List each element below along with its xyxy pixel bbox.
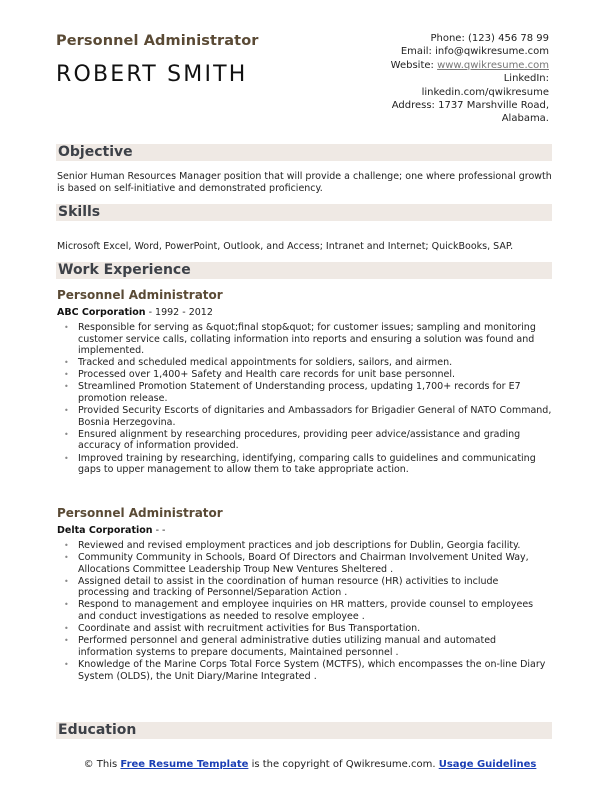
contact-block: [349, 32, 549, 126]
bullet-item: • Provided Security Escorts of dignitaries and Ambassadors for Brigadier General of NATO Command, Bosnia Herzegovina.: [57, 405, 552, 428]
contact-address-line2: Alabama.: [501, 113, 549, 125]
section-title-skills: Skills: [58, 204, 101, 220]
candidate-name: ROBERT SMITH: [56, 62, 248, 87]
section-header-objective: [56, 144, 552, 161]
bullet-item: • Tracked and scheduled medical appointments for soldiers, sailors, and airmen.: [57, 357, 552, 369]
section-header-education: [56, 722, 552, 739]
website-link[interactable]: www.qwikresume.com: [437, 59, 549, 71]
contact-linkedin-label: LinkedIn:: [503, 73, 549, 85]
section-header-work-experience: [56, 262, 552, 279]
bullet-item: • Responsible for serving as &quot;final stop&quot; for customer issues; sampling and monitoring customer service calls, collating information into reports and ensuring a solution was found and implemented.: [57, 322, 552, 357]
free-resume-template-link[interactable]: Free Resume Template: [120, 759, 249, 770]
job-bullets: [57, 540, 552, 683]
bullet-item: • Knowledge of the Marine Corps Total Force System (MCTFS), which encompasses the on-line Diary System (OLDS), the Unit Diary/Marine Integrated .: [57, 659, 552, 682]
company-name: Delta Corporation: [57, 525, 153, 536]
contact-address: [349, 99, 549, 112]
website-label: Website:: [390, 59, 434, 71]
bullet-item: • Improved training by researching, identifying, comparing calls to guidelines and communicating gaps to upper management to allow them to take appropriate action.: [57, 453, 552, 476]
job-dates: - -: [152, 525, 166, 536]
skills-text: Microsoft Excel, Word, PowerPoint, Outlook, and Access; Intranet and Internet; QuickBooks, SAP.: [57, 241, 514, 252]
bullet-item: • Performed personnel and general administrative duties utilizing manual and automated information systems to prepare documents, Maintained personnel .: [57, 635, 552, 658]
job-company-line: [57, 525, 165, 536]
contact-phone: [349, 32, 549, 45]
bullet-item: • Ensured alignment by researching procedures, providing peer advice/assistance and grading accuracy of information provided.: [57, 429, 552, 452]
bullet-item: • Streamlined Promotion Statement of Understanding process, updating 1,700+ records for E7 promotion release.: [57, 381, 552, 404]
job-title: Personnel Administrator: [57, 288, 223, 302]
footer-middle: is the copyright of Qwikresume.com.: [248, 759, 439, 770]
phone-value: (123) 456 78 99: [468, 33, 549, 44]
section-title-work-experience: Work Experience: [58, 262, 191, 278]
address-line1: 1737 Marshville Road,: [438, 100, 549, 112]
bullet-item: • Respond to management and employee inquiries on HR matters, provide counsel to employees and conduct investigations as needed to resolve employee .: [57, 599, 552, 622]
copyright-footer: [80, 758, 540, 771]
header-job-title: Personnel Administrator: [56, 33, 259, 49]
contact-website: [349, 59, 549, 72]
job-title: Personnel Administrator: [57, 506, 223, 520]
footer-prefix: © This: [83, 759, 121, 770]
bullet-item: • Coordinate and assist with recruitment activities for Bus Transportation.: [57, 623, 552, 635]
section-title-objective: Objective: [58, 144, 133, 160]
job-dates: - 1992 - 2012: [145, 307, 213, 318]
job-bullets: [57, 322, 552, 476]
section-header-skills: [56, 204, 552, 221]
address-label: Address:: [391, 100, 435, 112]
job-company-line: [57, 307, 213, 318]
email-value: info@qwikresume.com: [435, 46, 549, 58]
objective-text: Senior Human Resources Manager position that will provide a challenge; one where professional growth is based on self-initiative and demonstrated proficiency.: [57, 171, 552, 194]
bullet-item: • Processed over 1,400+ Safety and Health care records for unit base personnel.: [57, 369, 552, 381]
section-title-education: Education: [58, 722, 137, 738]
email-label: Email:: [400, 46, 432, 58]
company-name: ABC Corporation: [57, 307, 146, 318]
phone-label: Phone:: [430, 33, 465, 44]
bullet-item: • Community Community in Schools, Board Of Directors and Chairman Involvement United Way, Allocations Committee Leadership Troup New Ventures Sheltered .: [57, 552, 552, 575]
bullet-item: • Reviewed and revised employment practices and job descriptions for Dublin, Georgia facility.: [57, 540, 552, 552]
contact-linkedin-value: linkedin.com/qwikresume: [421, 86, 549, 98]
contact-email: [349, 45, 549, 58]
bullet-item: • Assigned detail to assist in the coordination of human resource (HR) activities to include processing and tracking of Personnel/Separation Action .: [57, 576, 552, 599]
usage-guidelines-link[interactable]: Usage Guidelines: [438, 759, 537, 770]
